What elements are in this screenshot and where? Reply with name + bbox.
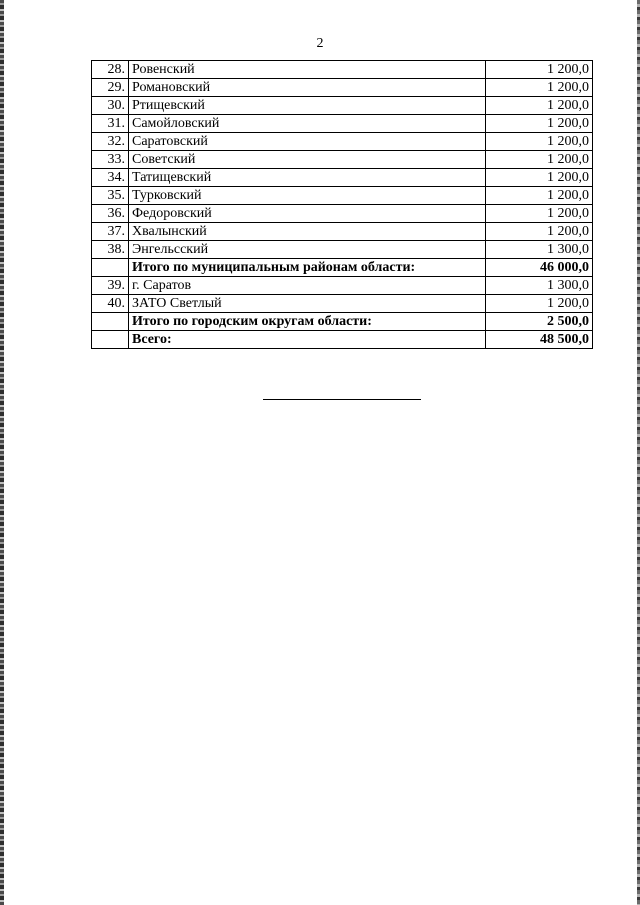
amount: 1 200,0 — [486, 205, 593, 223]
amount: 1 200,0 — [486, 169, 593, 187]
row-number: 40. — [92, 295, 129, 313]
district-name: Самойловский — [129, 115, 486, 133]
amount: 1 200,0 — [486, 187, 593, 205]
row-number: 39. — [92, 277, 129, 295]
total-amount: 46 000,0 — [486, 259, 593, 277]
row-number: 38. — [92, 241, 129, 259]
district-name: Федоровский — [129, 205, 486, 223]
table-row — [92, 241, 593, 259]
table-row — [92, 169, 593, 187]
row-number: 36. — [92, 205, 129, 223]
amount: 1 300,0 — [486, 277, 593, 295]
district-name: Татищевский — [129, 169, 486, 187]
district-name: Хвалынский — [129, 223, 486, 241]
total-label: Всего: — [129, 331, 486, 349]
district-name: Ртищевский — [129, 97, 486, 115]
district-name: Турковский — [129, 187, 486, 205]
district-name: Саратовский — [129, 133, 486, 151]
district-name: ЗАТО Светлый — [129, 295, 486, 313]
table-total-row — [92, 331, 593, 349]
district-name: Энгельсский — [129, 241, 486, 259]
district-name: Советский — [129, 151, 486, 169]
row-number: 37. — [92, 223, 129, 241]
table-row — [92, 223, 593, 241]
amount: 1 200,0 — [486, 295, 593, 313]
amount: 1 200,0 — [486, 133, 593, 151]
total-amount: 2 500,0 — [486, 313, 593, 331]
amount: 1 200,0 — [486, 151, 593, 169]
row-number: 33. — [92, 151, 129, 169]
table-row — [92, 79, 593, 97]
total-label: Итого по муниципальным районам области: — [129, 259, 486, 277]
row-number: 35. — [92, 187, 129, 205]
row-number — [92, 313, 129, 331]
table-row — [92, 151, 593, 169]
table-body — [92, 61, 593, 349]
allocation-table — [91, 60, 593, 349]
separator-line — [263, 399, 421, 400]
district-name: г. Саратов — [129, 277, 486, 295]
amount: 1 300,0 — [486, 241, 593, 259]
row-number: 31. — [92, 115, 129, 133]
row-number: 30. — [92, 97, 129, 115]
total-amount: 48 500,0 — [486, 331, 593, 349]
row-number: 28. — [92, 61, 129, 79]
district-name: Ровенский — [129, 61, 486, 79]
table-total-row — [92, 259, 593, 277]
page-number: 2 — [316, 36, 324, 51]
row-number — [92, 331, 129, 349]
row-number: 32. — [92, 133, 129, 151]
table-row — [92, 115, 593, 133]
district-name: Романовский — [129, 79, 486, 97]
table-row — [92, 97, 593, 115]
amount: 1 200,0 — [486, 223, 593, 241]
table-row — [92, 187, 593, 205]
row-number — [92, 259, 129, 277]
total-label: Итого по городским округам области: — [129, 313, 486, 331]
table-row — [92, 277, 593, 295]
table-total-row — [92, 313, 593, 331]
amount: 1 200,0 — [486, 97, 593, 115]
amount: 1 200,0 — [486, 115, 593, 133]
row-number: 29. — [92, 79, 129, 97]
table-row — [92, 133, 593, 151]
table-row — [92, 295, 593, 313]
amount: 1 200,0 — [486, 79, 593, 97]
table-row — [92, 205, 593, 223]
scan-border-left — [0, 0, 4, 905]
amount: 1 200,0 — [486, 61, 593, 79]
table-row — [92, 61, 593, 79]
row-number: 34. — [92, 169, 129, 187]
